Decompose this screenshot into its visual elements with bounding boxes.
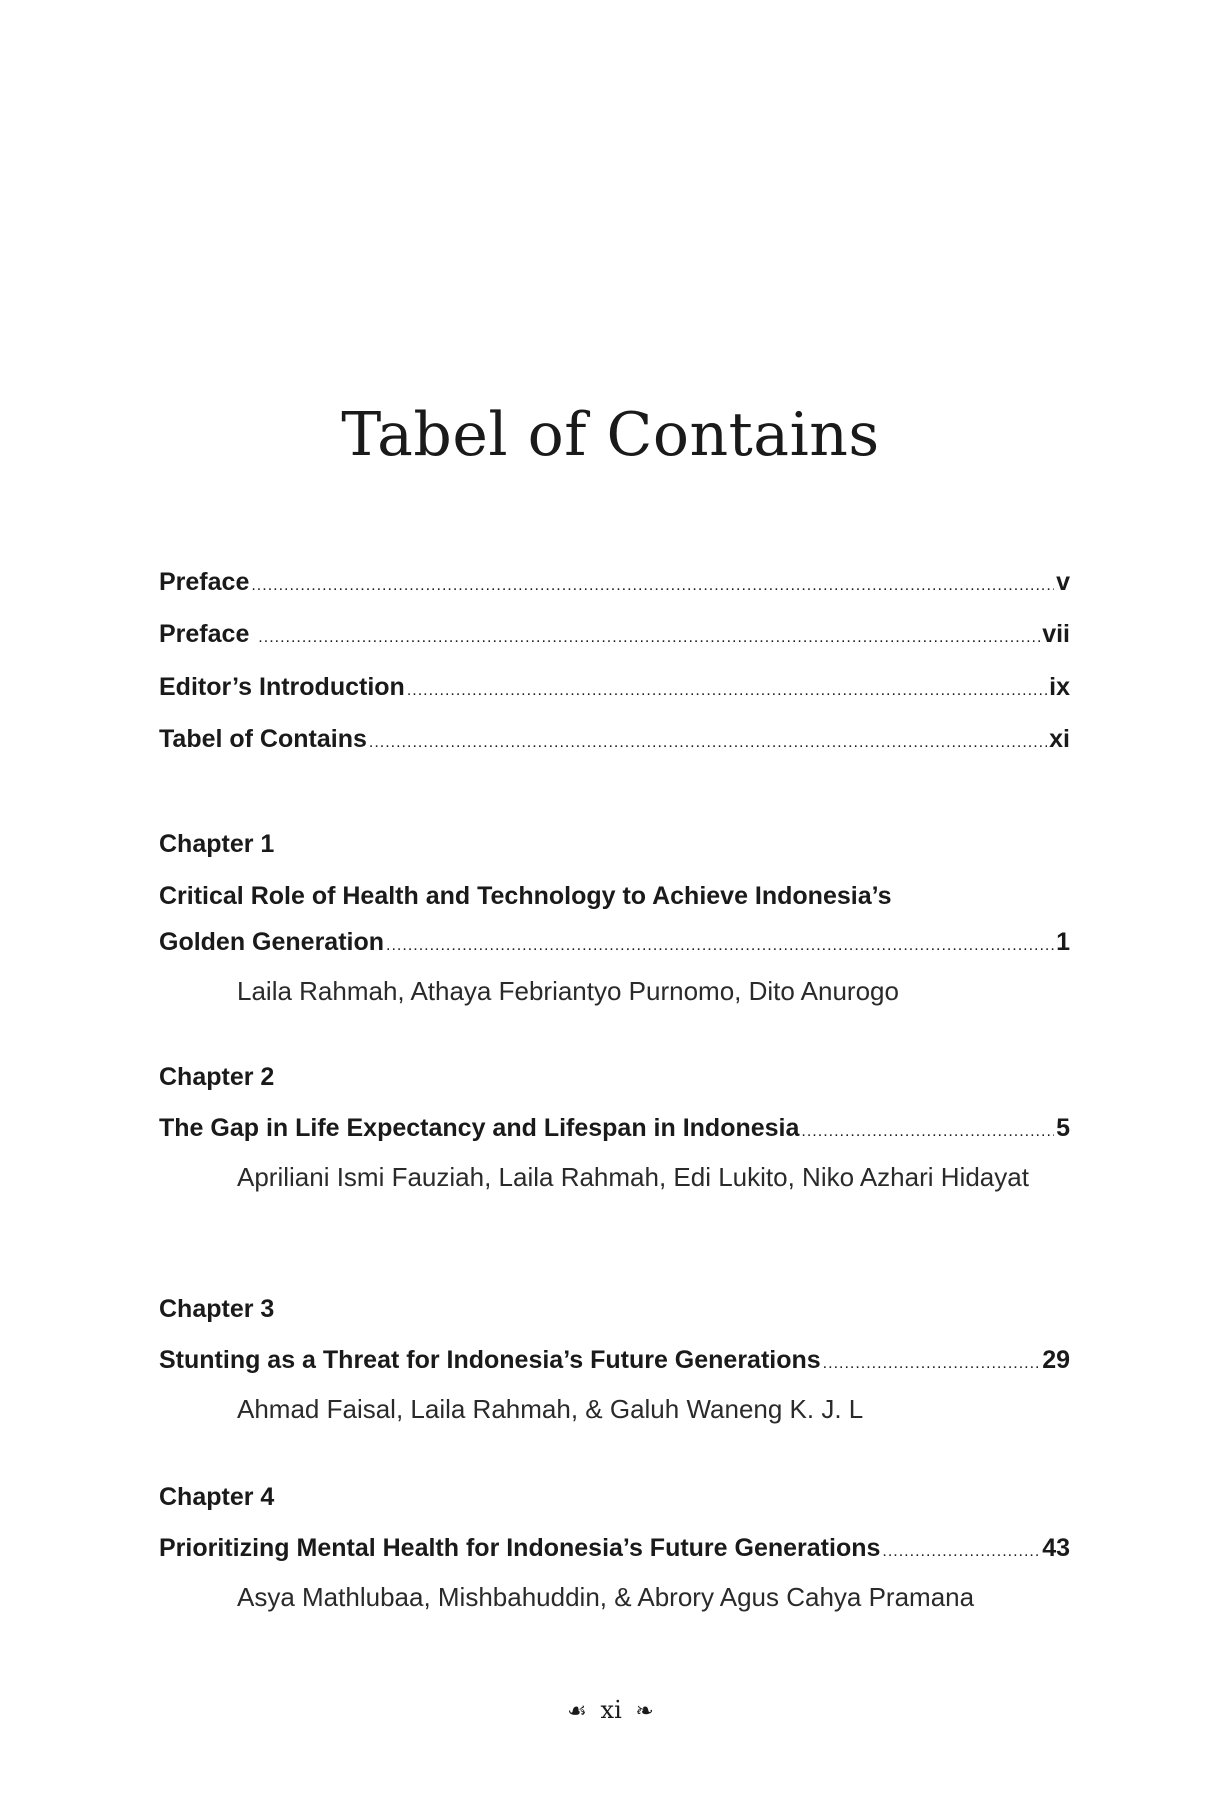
- toc-entry-page: xi: [1049, 725, 1070, 753]
- dot-leader: [801, 1124, 1054, 1140]
- dot-leader: [386, 938, 1054, 954]
- chapter-authors: Ahmad Faisal, Laila Rahmah, & Galuh Waneng K. J. L: [237, 1394, 864, 1424]
- dot-leader: [407, 683, 1047, 699]
- toc-entry-page: 43: [1042, 1534, 1070, 1562]
- toc-entry-editors-introduction[interactable]: [159, 675, 1070, 700]
- chapter-title: The Gap in Life Expectancy and Lifespan in Indonesia: [159, 1114, 800, 1142]
- toc-entry-chapter-1[interactable]: [159, 930, 1070, 955]
- toc-entry-label: Preface: [159, 568, 250, 596]
- dot-leader: [251, 578, 1054, 594]
- toc-entry-page: 1: [1056, 928, 1070, 956]
- chapter-label: Chapter 4: [159, 1483, 275, 1511]
- ornament-right-icon: ❧: [635, 1699, 654, 1724]
- page-title: Tabel of Contains: [341, 400, 880, 470]
- dot-leader: [823, 1356, 1041, 1372]
- toc-entry-label: Preface: [159, 620, 257, 648]
- chapter-authors: Asya Mathlubaa, Mishbahuddin, & Abrory Agus Cahya Pramana: [237, 1582, 975, 1612]
- chapter-title: Stunting as a Threat for Indonesia’s Future Generations: [159, 1346, 821, 1374]
- chapter-title[interactable]: Critical Role of Health and Technology to Achieve Indonesia’s: [159, 882, 892, 910]
- chapter-label: Chapter 1: [159, 830, 275, 858]
- page-footer: [0, 1696, 1221, 1724]
- page-number: xi: [600, 1696, 622, 1724]
- toc-entry-label: Tabel of Contains: [159, 725, 367, 753]
- toc-entry-page: v: [1056, 568, 1070, 596]
- toc-entry-preface-2[interactable]: [159, 622, 1070, 647]
- toc-entry-preface[interactable]: [159, 570, 1070, 595]
- chapter-title: Golden Generation: [159, 928, 385, 956]
- toc-entry-page: 29: [1042, 1346, 1070, 1374]
- toc-entry-label: Editor’s Introduction: [159, 673, 405, 701]
- toc-entry-page: vii: [1042, 620, 1070, 648]
- dot-leader: [882, 1544, 1040, 1560]
- dot-leader: [369, 735, 1047, 751]
- toc-entry-table-of-contents[interactable]: [159, 727, 1070, 752]
- chapter-authors: Laila Rahmah, Athaya Febriantyo Purnomo, Dito Anurogo: [237, 976, 899, 1006]
- toc-entry-chapter-2[interactable]: [159, 1116, 1070, 1141]
- toc-entry-chapter-4[interactable]: [159, 1536, 1070, 1561]
- toc-entry-chapter-3[interactable]: [159, 1348, 1070, 1373]
- chapter-label: Chapter 2: [159, 1063, 275, 1091]
- chapter-authors: Apriliani Ismi Fauziah, Laila Rahmah, Edi Lukito, Niko Azhari Hidayat: [237, 1162, 1029, 1192]
- chapter-label: Chapter 3: [159, 1295, 275, 1323]
- toc-entry-page: ix: [1049, 673, 1070, 701]
- dot-leader: [258, 630, 1040, 646]
- ornament-left-icon: ☙: [567, 1699, 587, 1724]
- chapter-title: Prioritizing Mental Health for Indonesia’s Future Generations: [159, 1534, 881, 1562]
- toc-entry-page: 5: [1056, 1114, 1070, 1142]
